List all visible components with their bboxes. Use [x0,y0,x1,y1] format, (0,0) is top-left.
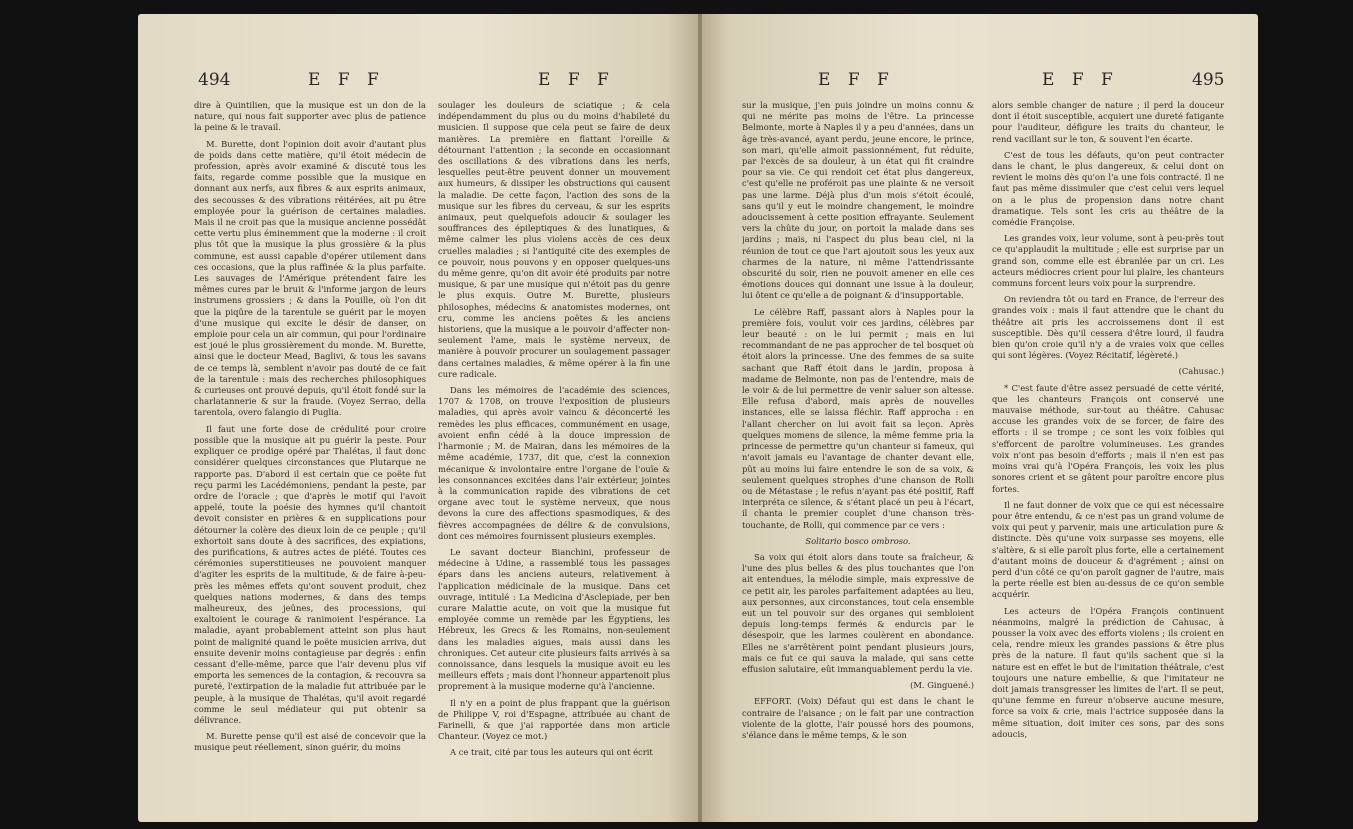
paragraph: Sa voix qui étoit alors dans toute sa fraîcheur, & l'une des plus belles & des plus touchantes que l'on ait entendues, la mélodie simple, mais expressive de ce petit air, les paroles parfaitement adaptées au lieu, aux personnes, aux circonstances, tout cela ensemble eut un tel pouvoir sur des organes qui sembloient depuis long-temps fermés & endurcis par le désespoir, que les larmes coulèrent en abondance. Elles ne s'arrêtèrent point pendant plusieurs jours, mais ce fut ce qui sauva la malade, qui sans cette effusion salutaire, eût immanquablement perdu la vie. [742,551,974,674]
paragraph: Les grandes voix, leur volume, sont à peu-près tout ce qu'applaudit la multitude ; elle est surprise par un grand son, comme elle est ébranlée par un cri. Les acteurs médiocres crient pour lui plaire, les chanteurs communs forcent leurs voix pour la surprendre. [992,233,1224,289]
paragraph: Dans les mémoires de l'académie des sciences, 1707 & 1708, on trouve l'exposition de plusieurs maladies, qui après avoir vaincu & déconcerté les remèdes les plus efficaces, communément en usage, avoient enfin cédé à la douce impression de l'harmonie ; M. de Mairan, dans les mémoires de la même académie, 1737, dit que, c'est la connexion mécanique & involontaire entre l'organe de l'ouïe & les consonnances excitées dans l'air extérieur, jointes à la communication rapide des vibrations de cet organe avec tout le système nerveux, que nous devons la cure des affections spasmodiques, & des fièvres accompagnées de délire & de convulsions, dont ces mémoires fournissent plusieurs exemples. [438,385,670,541]
paragraph: M. Burette pense qu'il est aisé de concevoir que la musique peut réellement, sinon guérir, du moins [194,731,426,753]
paragraph: Il n'y en a point de plus frappant que la guérison de Philippe V, roi d'Espagne, attribuée au chant de Farinelli, & que j'ai rapportée dans mon article Chanteur. (Voyez ce mot.) [438,697,670,742]
paragraph: C'est de tous les défauts, qu'on peut contracter dans le chant, le plus dangereux, & celui dont on revient le moins dès qu'on l'a une fois contracté. Il ne faut pas même dissimuler que c'est celui vers lequel on a le plus de propension dans notre chant dramatique. Tels sont les cris au théâtre de la comédie Françoise. [992,149,1224,228]
paragraph: M. Burette, dont l'opinion doit avoir d'autant plus de poids dans cette matière, qu'il étoit médecin de profession, après avoir examiné & discuté tous les faits, regarde comme possible que la musique en donnant aux nerfs, aux fibres & aux esprits animaux, des secousses & des vibrations réitérées, ait pu être employée pour la guérison de certaines maladies. Mais il ne croit pas que la musique ancienne possédât cette vertu plus éminemment que la moderne : il croit plus tôt que la musique la plus grossière & la plus commune, est aussi capable d'opérer utilement dans ces occasions, que la plus raffinée & la plus parfaite. Les sauvages de l'Amérique prétendent faire les mêmes cures par le bruit & l'informe jargon de leurs instrumens grossiers ; & dans la Pouille, où l'on dit que la piqûre de la tarentule se guérit par le moyen d'une musique qui excite le désir de danser, on emploie pour cela un air commun, qui pour l'ordinaire est joué le plus grossièrement du monde. M. Burette, ainsi que le docteur Mead, Baglivi, & tous les savans de ce temps là, semblent n'avoir pas douté de ce fait de la tarentule : mais des recherches philosophiques & curieuses ont prouvé depuis, qu'il étoit fondé sur la charlatannerie & sur la fraude. (Voyez Serrao, della tarentola, overo falangio di Puglia. [194,138,426,418]
left-page-column-2 [438,100,670,812]
paragraph: Il faut une forte dose de crédulité pour croire possible que la musique ait pu guérir la peste. Pour expliquer ce prodige opéré par Thalétas, il faut donc considérer quelques circonstances que Plutarque ne rapporte pas. D'abord il est certain que ce poëte fut reçu parmi les Lacédémoniens, pendant la peste, par ordre de l'oracle ; que d'après le motif qui l'avoit appelé, toute la poésie des hymnes qu'il chantoit devoit consister en prières & en supplications pour détourner la colère des dieux loin de ce peuple ; qu'il exhortoit sans doute à des sacrifices, des expiations, des purifications, & autres actes de piété. Toutes ces cérémonies superstitieuses ne pouvoient manquer d'agiter les esprits de la multitude, & de faire à-peu-près les mêmes effets qu'ont souvent produit, chez quelques nations modernes, & dans des temps malheureux, des jeûnes, des processions, qui exaltoient le courage & ranimoient l'espérance. La maladie, ayant probablement atteint son plus haut point de malignité quand le poëte musicien arriva, dut ensuite devenir moins contagieuse par degrés : enfin cessant d'elle-même, parce que l'air devenu plus vif emporta les semences de la contagion, & recouvra sa pureté, l'extirpation de la maladie fut attribuée par le peuple, à la musique de Thalétas, qu'il avoit regardé comme le seul médiateur qui put obtenir sa délivrance. [194,423,426,725]
right-page-column-1 [742,100,974,812]
running-header-left-2: E F F [538,70,615,90]
paragraph: sur la musique, j'en puis joindre un moins connu & qui ne mérite pas moins de l'être. La princesse Belmonte, morte à Naples il y a peu d'années, dans un âge très-avancé, ayant perdu, jeune encore, le prince, son mari, qu'elle aimoit passionnément, fut réduite, par l'excès de sa douleur, à un état qui fit craindre pour sa vie. Ce qui rendoit cet état plus dangereux, c'est qu'elle ne proféroit pas une plainte & ne versoit pas une larme. Déjà plus d'un mois s'étoit écoulé, sans qu'il y eut le moindre changement, le moindre adoucissement à cette position effrayante. Seulement vers la chûte du jour, on portoit la malade dans ses jardins ; mais, ni l'aspect du plus beau ciel, ni la réunion de tout ce que l'art ajoutoit sous les yeux aux charmes de la nature, ni même l'attendrissante obscurité du soir, rien ne pouvoit amener en elle ces émotions douces qui donnant une issue à la douleur, lui ôtent ce qu'elle a de poignant & d'insupportable. [742,100,974,301]
paragraph: soulager les douleurs de sciatique ; & cela indépendamment du plus ou du moins d'habileté du musicien. Il suppose que cela peut se faire de deux manières. La première en flattant l'oreille & détournant l'attention ; la seconde en occasionnant des oscillations & des vibrations dans les nerfs, lesquelles peut-être peuvent donner un mouvement aux humeurs, & dissiper les obstructions qui causent la maladie. De cette façon, l'action des sons de la musique sur les fibres du cerveau, & sur les esprits animaux, peut quelquefois adoucir & soulager les souffrances des épileptiques & des lunatiques, & même calmer les plus violens accès de ces deux cruelles maladies ; si l'antiquité cite des exemples de ce pouvoir, nous pouvons y en opposer quelques-uns du même genre, qu'on dit avoir été produits par notre musique, & par une musique qui n'étoit pas du genre le plus exquis. Outre M. Burette, plusieurs philosophes, médecins & anatomistes modernes, ont cru, comme les anciens poëtes & les anciens historiens, que la musique a le pouvoir d'affecter non-seulement l'ame, mais le système nerveux, de manière à pouvoir procurer un soulagement passager dans certaines maladies, & même opérer à la fin une cure radicale. [438,100,670,379]
paragraph: Le savant docteur Bianchini, professeur de médecine à Udine, a rassemblé tous les passages épars dans les anciens auteurs, relativement à l'application médicinale de la musique. Dans cet ouvrage, intitulé : La Medicina d'Asclepiade, per ben curare Malattie acute, on voit que la musique fut employée comme un remède par les Égyptiens, les Hébreux, les Grecs & les Romains, non-seulement dans les maladies aigues, mais aussi dans les chroniques. Cet auteur cite plusieurs faits arrivés à sa connoissance, dans lesquels la musique avoit eu les meilleurs effets ; mais dont l'honneur appartenoit plus proprement à la musique moderne qu'à l'ancienne. [438,546,670,692]
paragraph: A ce trait, cité par tous les auteurs qui ont écrit [450,747,653,758]
paragraph: Il ne faut donner de voix que ce qui est nécessaire pour être entendu, & ce n'est pas un grand volume de voix qui peut y parvenir, mais une articulation pure & distincte. Dès qu'une voix surpasse ses moyens, elle s'altère, & si elle paroît plus forte, elle a certainement d'autant moins de douceur & d'agrément ; ainsi on perd d'un côté ce qu'on paroît gagner de l'autre, mais la perte réelle est bien au-dessus de ce qu'on semble acquérir. [992,499,1224,600]
right-page-column-2 [992,100,1224,812]
page-number-left: 494 [198,70,231,90]
paragraph: * C'est faute d'être assez persuadé de cette vérité, que les chanteurs François ont conservé une mauvaise méthode, sur-tout au théâtre. Cahusac accuse les grandes voix de se forcer, de faire des efforts : il se trompe ; ce sont les voix foibles qui s'efforcent de paroître volumineuses. Les grandes voix n'ont pas besoin d'efforts ; mais il n'en est pas moins vrai qu'à l'Opéra François, les voix les plus sonores crient et se gâtent pour paroître encore plus fortes. [992,382,1224,494]
paragraph: Les acteurs de l'Opéra François continuent néanmoins, malgré la prédiction de Cahusac, à pousser la voix avec des efforts violens ; ils croient en cela, rendre mieux les grandes passions & être plus près de la nature. Il faut qu'ils sachent que si la nature est en effet le but de l'imitation théâtrale, c'est toujours une nature embellie, & que l'imitateur ne doit jamais transgresser les limites de l'art. Il se peut, qu'une femme en fureur n'observe aucune mesure, force sa voix & crie, mais l'actrice supposée dans la même situation, doit imiter ces sons, par des sons adoucis, [992,605,1224,739]
left-page-column-1 [194,100,426,812]
paragraph: (M. Ginguené.) [910,680,974,691]
running-header-left-1: E F F [308,70,385,90]
paragraph: EFFORT. (Voix) Défaut qui est dans le chant le contraire de l'aisance ; on le fait par une contraction violente de la glotte, l'air poussé hors des poumons, s'élance dans le même temps, & le son [742,696,974,740]
paragraph: Solitario bosco ombroso. [805,535,911,546]
running-header-right-1: E F F [818,70,895,90]
page-number-right: 495 [1192,70,1225,90]
paragraph: Le célèbre Raff, passant alors à Naples pour la première fois, voulut voir ces jardins, célèbres par leur beauté : on le lui permit ; mais en lui recommandant de ne pas approcher de tel bosquet où étoit alors la princesse. Une des femmes de sa suite sachant que Raff étoit dans le jardin, proposa à madame de Belmonte, non pas de l'entendre, mais de le voir & de lui permettre de venir saluer son altesse. Elle refusa d'abord, mais après de nouvelles instances, elle se laissa fléchir. Raff approcha : en l'allant chercher on lui avoit fait sa leçon. Après quelques momens de silence, la même femme pria la princesse de permettre qu'un chanteur si fameux, qui n'avoit jamais eu l'avantage de chanter devant elle, pût au moins lui faire entendre le son de sa voix, & seulement quelques strophes d'une chanson de Rolli ou de Métastase ; le refus n'ayant pas été positif, Raff interpréta ce silence, & s'étant placé un peu à l'écart, il chanta le premier couplet d'une chanson très-touchante, de Rolli, qui commence par ce vers : [742,306,974,530]
paragraph: (Cahusac.) [1178,366,1224,377]
right-page [702,14,1258,822]
paragraph: dire à Quintilien, que la musique est un don de la nature, qui nous fait supporter avec plus de patience la peine & le travail. [194,100,426,133]
paragraph: alors semble changer de nature ; il perd la douceur dont il étoit susceptible, acquiert une dureté fatigante pour l'auditeur, défigure les traits du chanteur, le rend vacillant sur le ton, & souvent l'en écarte. [992,100,1224,144]
running-header-right-2: E F F [1042,70,1119,90]
paragraph: On reviendra tôt ou tard en France, de l'erreur des grandes voix : mais il faut attendre que le chant du théâtre ait pris les accroissemens dont il est susceptible. Dès qu'il cessera d'être lourd, il faudra bien qu'on croie qu'il n'y a de vraies voix que celles qui sont légères. (Voyez Récitatif, légèreté.) [992,294,1224,361]
left-page [138,14,700,822]
